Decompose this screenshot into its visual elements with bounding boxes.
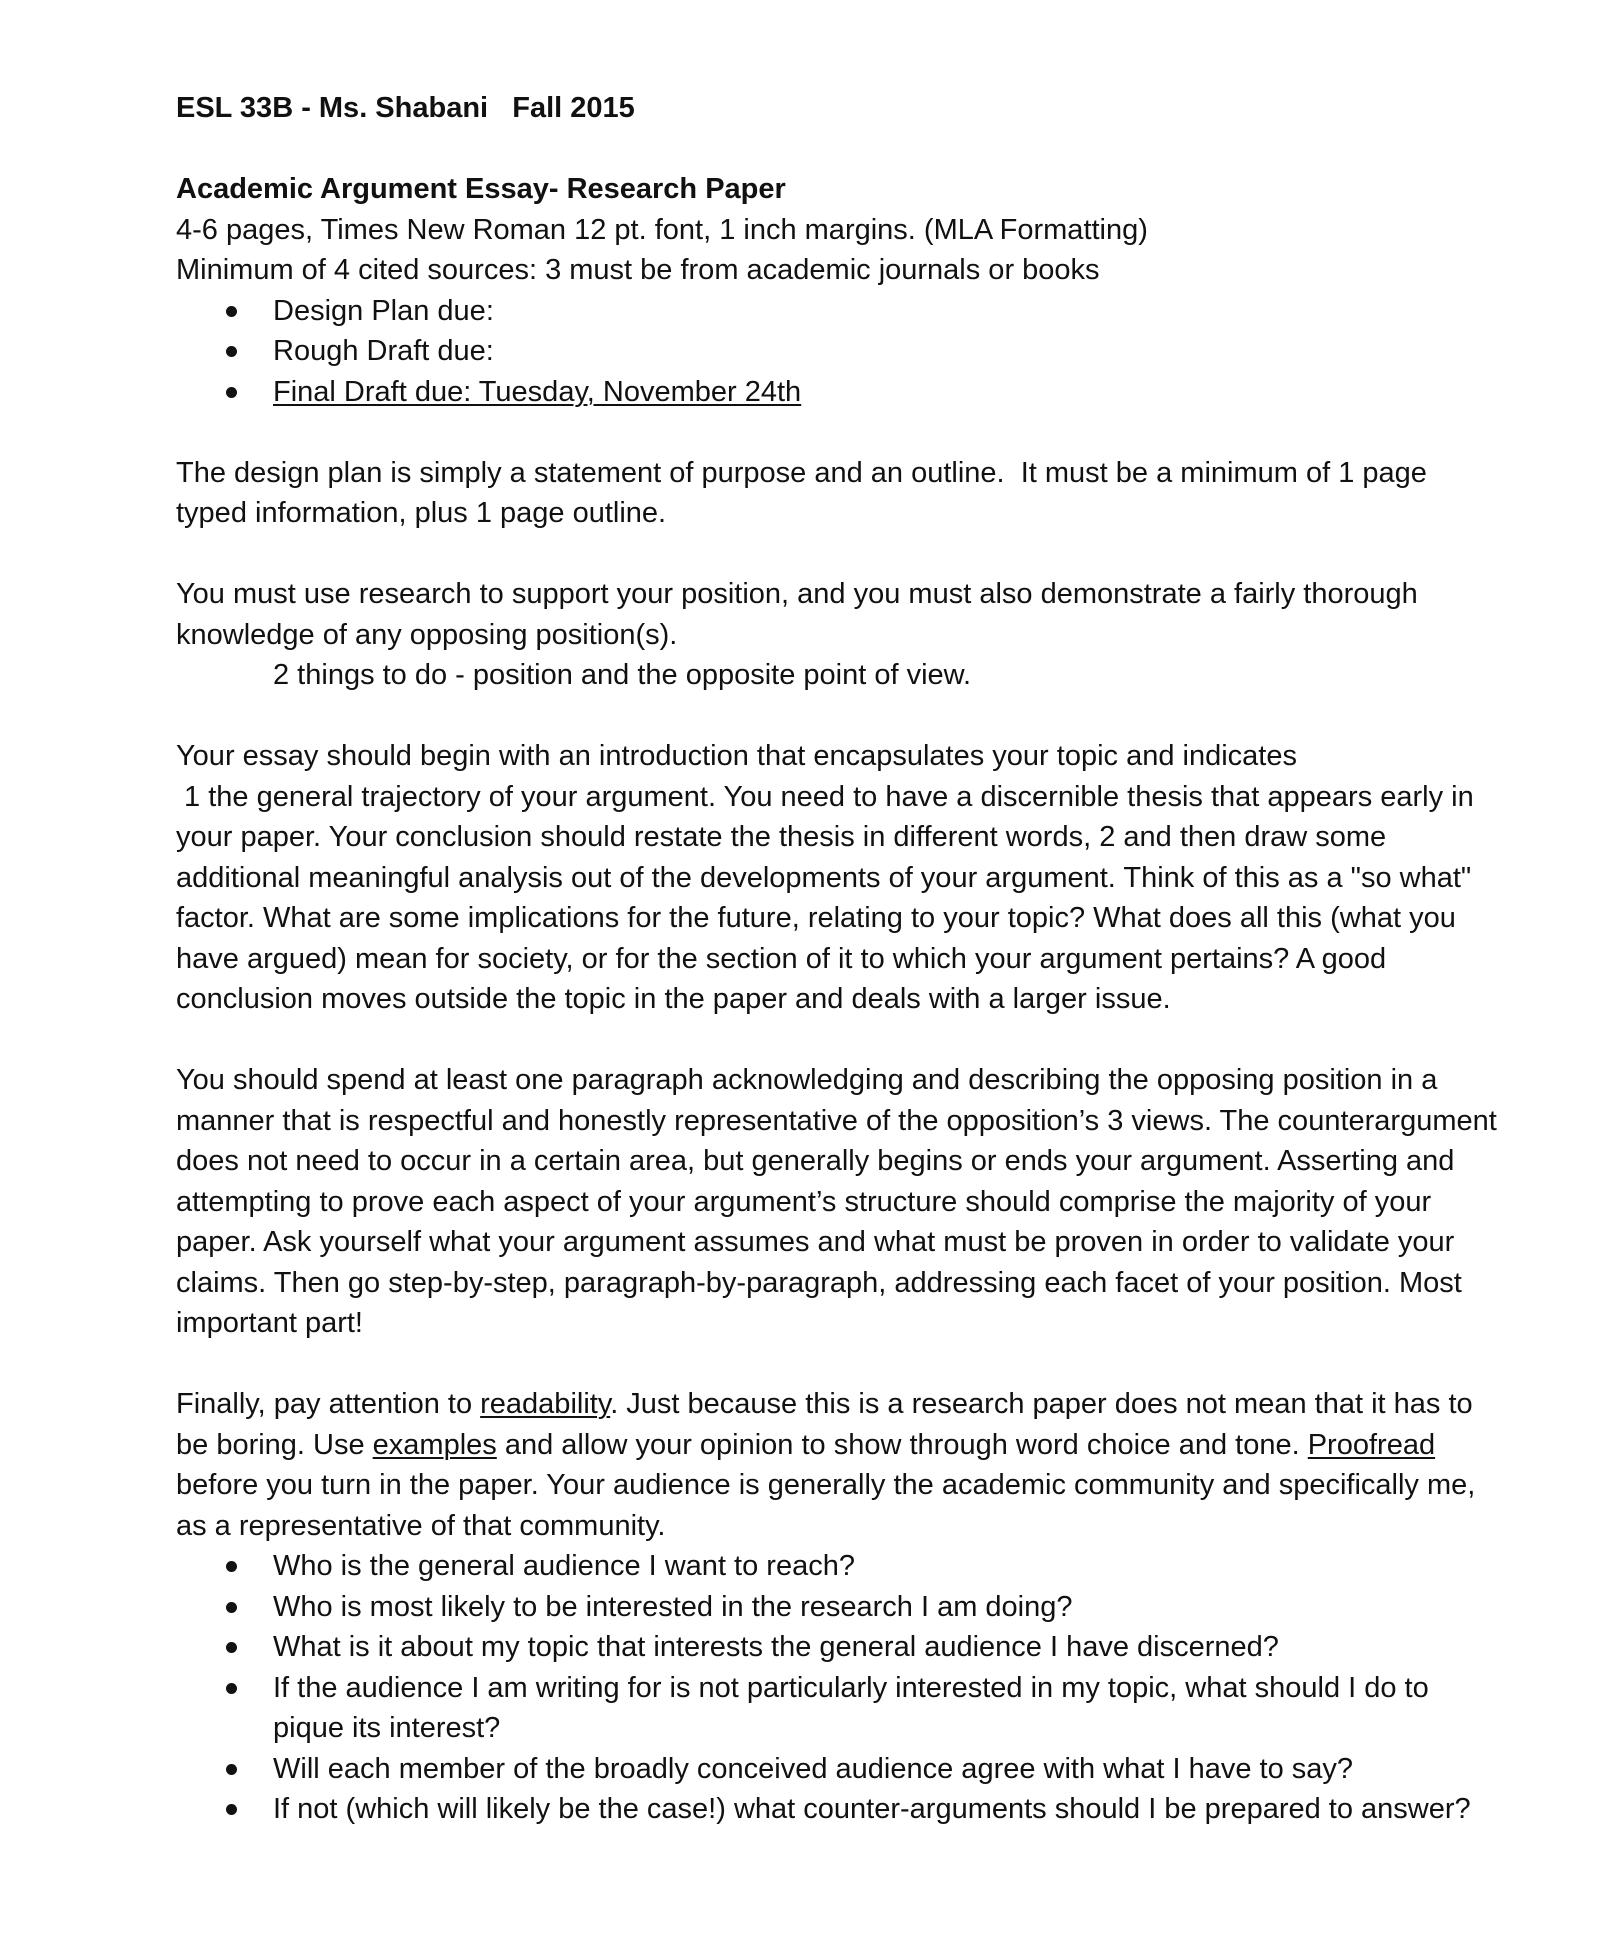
spacer [176, 696, 1566, 737]
format-requirements: 4-6 pages, Times New Roman 12 pt. font, 1 inch margins. (MLA Formatting) [176, 213, 1148, 246]
bullet-icon [226, 1561, 237, 1572]
text-run: be boring. Use [176, 1428, 373, 1461]
spacer [176, 129, 1566, 170]
paragraph-line: You should spend at least one paragraph acknowledging and describing the opposing position in a [176, 1064, 1438, 1096]
source-requirements: Minimum of 4 cited sources: 3 must be from academic journals or books [176, 254, 1100, 286]
paragraph-line: You must use research to support your position, and you must also demonstrate a fairly thorough [176, 578, 1418, 610]
paragraph-line: Your essay should begin with an introduction that encapsulates your topic and indicates [176, 740, 1297, 772]
bullet-icon [226, 306, 237, 317]
bullet-icon [226, 1602, 237, 1613]
due-date-text: Rough Draft due: [273, 335, 494, 367]
paragraph-line: before you turn in the paper. Your audience is generally the academic community and specifically me, [176, 1469, 1476, 1501]
bullet-icon [226, 1642, 237, 1653]
paragraph-line: factor. What are some implications for the future, relating to your topic? What does all this (what you [176, 902, 1456, 934]
paragraph-line: additional meaningful analysis out of the developments of your argument. Think of this as a "so what" [176, 861, 1472, 894]
paragraph-line: The design plan is simply a statement of purpose and an outline. It must be a minimum of 1 page [176, 456, 1427, 489]
document-page [176, 88, 1566, 1830]
intro-conclusion-paragraph [176, 736, 1566, 1020]
paragraph-line: have argued) mean for society, or for the section of it to which your argument pertains? A good [176, 942, 1387, 975]
counterargument-paragraph [176, 1060, 1566, 1344]
paragraph-line: claims. Then go step-by-step, paragraph-by-paragraph, addressing each facet of your position. Most [176, 1266, 1462, 1299]
audience-question-item [176, 1627, 1566, 1668]
audience-questions-list [176, 1546, 1566, 1830]
audience-question-item [176, 1587, 1566, 1628]
audience-question-item [176, 1789, 1566, 1830]
final-draft-due-text: Final Draft due: Tuesday, November 24th [273, 375, 802, 408]
paragraph-line: typed information, plus 1 page outline. [176, 497, 667, 529]
bullet-icon [226, 1764, 237, 1775]
spacer [176, 534, 1566, 575]
paragraph-line: as a representative of that community. [176, 1509, 666, 1542]
question-text: If not (which will likely be the case!) what counter-arguments should I be prepared to answer? [273, 1793, 1471, 1825]
question-text: What is it about my topic that interests the general audience I have discerned? [273, 1631, 1279, 1663]
paragraph-line: 1 the general trajectory of your argument. You need to have a discernible thesis that appears early in [176, 780, 1474, 813]
due-date-item [176, 331, 1566, 372]
due-dates-list [176, 291, 1566, 413]
bullet-icon [226, 1683, 237, 1694]
paragraph-line [176, 1384, 1566, 1425]
paragraph-line: attempting to prove each aspect of your argument’s structure should comprise the majority of your [176, 1185, 1432, 1218]
audience-question-item [176, 1546, 1566, 1587]
paragraph-line: does not need to occur in a certain area, but generally begins or ends your argument. Asserting and [176, 1145, 1455, 1177]
paragraph-line: your paper. Your conclusion should restate the thesis in different words, 2 and then draw some [176, 821, 1387, 853]
audience-question-item [176, 1668, 1566, 1749]
question-text: Will each member of the broadly conceived audience agree with what I have to say? [273, 1752, 1354, 1785]
paragraph-line: manner that is respectful and honestly representative of the opposition’s 3 views. The counterargument [176, 1104, 1497, 1137]
paragraph-line [176, 1425, 1566, 1466]
examples-emphasis: examples [372, 1428, 497, 1461]
text-run: . Just because this is a research paper does not mean that it has to [610, 1388, 1473, 1420]
readability-emphasis: readability [480, 1388, 611, 1420]
text-run: Finally, pay attention to [176, 1388, 481, 1420]
bullet-icon [226, 1804, 237, 1815]
spacer [176, 412, 1566, 453]
question-text: Who is most likely to be interested in the research I am doing? [273, 1590, 1073, 1623]
paragraph-line: important part! [176, 1307, 363, 1339]
due-date-item [176, 372, 1566, 413]
due-date-text: Design Plan due: [273, 294, 494, 327]
question-text: Who is the general audience I want to reach? [273, 1550, 855, 1582]
spacer [176, 1020, 1566, 1061]
research-paragraph [176, 574, 1566, 696]
paragraph-line: conclusion moves outside the topic in the paper and deals with a larger issue. [176, 983, 1171, 1015]
design-plan-paragraph [176, 453, 1566, 534]
assignment-title: Academic Argument Essay- Research Paper [176, 173, 786, 205]
paragraph-line: knowledge of any opposing position(s). [176, 618, 678, 651]
bullet-icon [226, 387, 237, 398]
question-text: If the audience I am writing for is not particularly interested in my topic, what should I do to pique its interest? [273, 1671, 1429, 1744]
text-run: and allow your opinion to show through word choice and tone. [496, 1428, 1308, 1461]
audience-question-item [176, 1749, 1566, 1790]
bullet-icon [226, 346, 237, 357]
research-note: 2 things to do - position and the opposite point of view. [273, 659, 972, 691]
course-header: ESL 33B - Ms. Shabani Fall 2015 [176, 92, 635, 124]
proofread-emphasis: Proofread [1307, 1428, 1436, 1461]
spacer [176, 1344, 1566, 1385]
paragraph-line: paper. Ask yourself what your argument assumes and what must be proven in order to validate your [176, 1226, 1455, 1258]
readability-paragraph [176, 1384, 1566, 1546]
due-date-item [176, 291, 1566, 332]
